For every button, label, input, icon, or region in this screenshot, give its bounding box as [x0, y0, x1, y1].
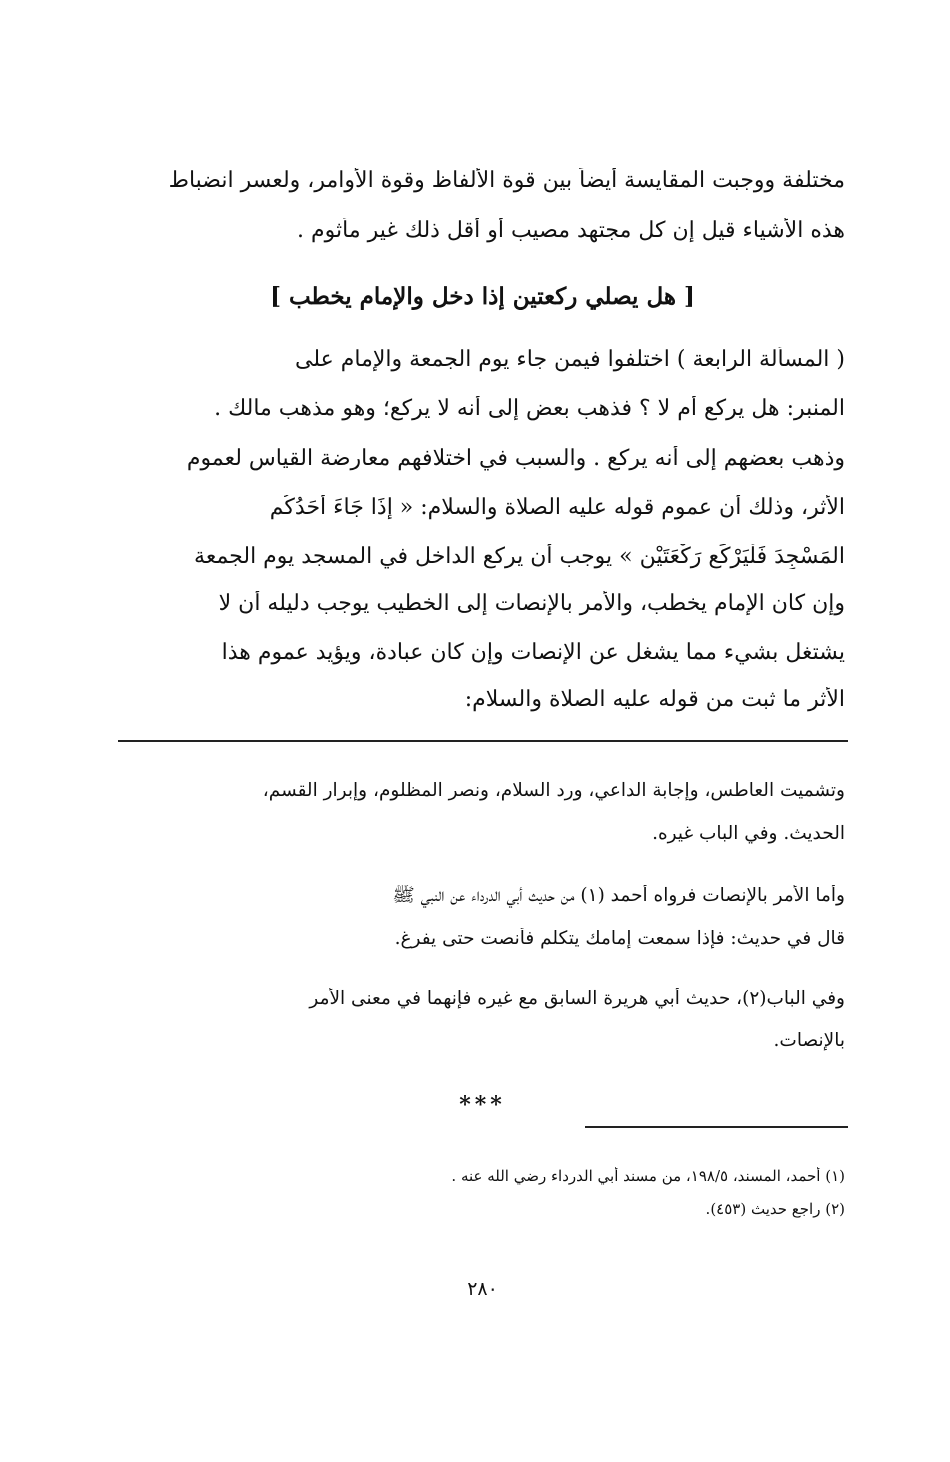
body-line: الأثر ما ثبت من قوله عليه الصلاة والسلام: — [464, 687, 845, 712]
footnote-divider — [585, 1126, 848, 1128]
page-number: ٢٨٠ — [467, 1278, 498, 1300]
body-line: وذهب بعضهم إلى أنه يركع . والسبب في اختلافهم معارضة القياس لعموم — [186, 446, 845, 471]
note-line: وفي الباب(٢)، حديث أبي هريرة السابق مع غيره فإنهما في معنى الأمر — [309, 988, 845, 1009]
note-line: قال في حديث: فإذا سمعت إمامك يتكلم فأنصت حتى يفرغ. — [394, 928, 845, 949]
intro-line: مختلفة ووجبت المقايسة أيضاً بين قوة الألفاظ وقوة الأوامر، ولعسر انضباط — [168, 168, 845, 193]
body-line: المَسْجِدَ فَلْيَرْكَع رَكْعَتَيْنِ » يوجب أن يركع الداخل في المسجد يوم الجمعة — [194, 544, 845, 569]
body-line: المنبر: هل يركع أم لا ؟ فذهب بعض إلى أنه لا يركع؛ وهو مذهب مالك . — [214, 396, 845, 421]
intro-line: هذه الأشياء قيل إن كل مجتهد مصيب أو أقل ذلك غير مأثوم . — [297, 218, 845, 243]
separator-stars: *** — [459, 1092, 506, 1118]
note-line: وتشميت العاطس، وإجابة الداعي، ورد السلام، ونصر المظلوم، وإبرار القسم، — [262, 780, 845, 801]
body-line: يشتغل بشيء مما يشغل عن الإنصات وإن كان عبادة، ويؤيد عموم هذا — [221, 640, 845, 665]
body-line: وإن كان الإمام يخطب، والأمر بالإنصات إلى الخطيب يوجب دليله أن لا — [218, 591, 845, 616]
footnote: (١) أحمد، المسند، ١٩٨/٥، من مسند أبي الدرداء رضي الله عنه . — [451, 1167, 845, 1185]
body-line: الأثر، وذلك أن عموم قوله عليه الصلاة والسلام: « إِذَا جَاءَ أَحَدُكُم — [269, 495, 845, 520]
body-line: ( المسألة الرابعة ) اختلفوا فيمن جاء يوم الجمعة والإمام على — [295, 347, 845, 372]
note-line: بالإنصات. — [773, 1030, 845, 1051]
section-divider — [118, 740, 848, 742]
note-line: الحديث. وفي الباب غيره. — [652, 823, 845, 844]
note-line: وأما الأمر بالإنصات فرواه أحمد (١) من حديث أبي الدرداء عن النبي ﷺ — [392, 885, 845, 906]
footnote: (٢) راجع حديث (٤٥٣). — [705, 1200, 845, 1218]
section-heading: [ هل يصلي ركعتين إذا دخل والإمام يخطب ] — [270, 283, 695, 310]
